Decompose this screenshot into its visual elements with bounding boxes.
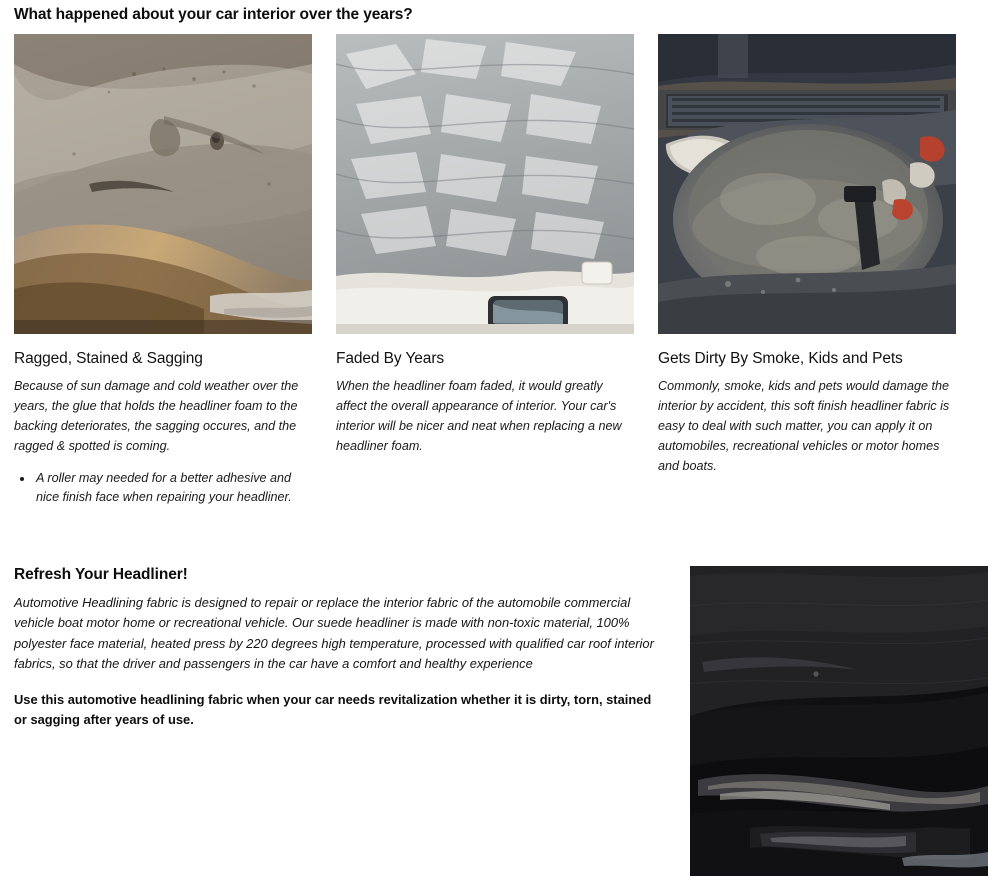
feature-bullets-1 <box>14 469 312 509</box>
feature-column-1 <box>14 34 312 508</box>
refresh-section <box>14 566 986 876</box>
refresh-text-block <box>14 566 666 730</box>
faded-headliner-photo <box>336 34 634 334</box>
feature-title-3: Gets Dirty By Smoke, Kids and Pets <box>658 350 903 367</box>
product-description-page <box>0 6 1000 876</box>
refresh-paragraph: Automotive Headlining fabric is designed to repair or replace the interior fabric of the automobile commercial vehicle boat motor home or recreational vehicle. Our suede headliner is made with non-toxic material, 100% polyester face material, heated press by 220 degrees high temperature, processed with qualified car roof interior fabrics, so that the driver and passengers in the car have a comfort and healthy experience <box>14 595 654 671</box>
list-item: • A roller may needed for a better adhesive and nice finish face when repairing your headliner. <box>34 469 312 509</box>
feature-title-1: Ragged, Stained & Sagging <box>14 350 203 367</box>
feature-column-2 <box>336 34 634 457</box>
refresh-emphasis: Use this automotive headlining fabric when your car needs revitalization whether it is dirty, torn, stained or sagging after years of use. <box>14 691 652 727</box>
black-suede-headliner-photo <box>690 566 988 876</box>
feature-columns <box>14 34 986 508</box>
page-title: What happened about your car interior over the years? <box>14 6 413 23</box>
sagging-headliner-photo <box>14 34 312 334</box>
refresh-title: Refresh Your Headliner! <box>14 566 188 584</box>
feature-body-3: Commonly, smoke, kids and pets would damage the interior by accident, this soft finish headliner fabric is easy to deal with such matter, you can apply it on automobiles, recreational vehicles or motor homes and boats. <box>658 379 950 473</box>
feature-title-2: Faded By Years <box>336 350 445 367</box>
feature-body-1: Because of sun damage and cold weather over the years, the glue that holds the headliner foam to the backing deteriorates, the sagging occures, and the ragged & spotted is coming. <box>14 379 299 453</box>
feature-column-3 <box>658 34 956 476</box>
feature-body-2: When the headliner foam faded, it would greatly affect the overall appearance of interior. Your car's interior will be nicer and neat when replacing a new headliner foam. <box>336 379 622 453</box>
dirty-seat-photo <box>658 34 956 334</box>
